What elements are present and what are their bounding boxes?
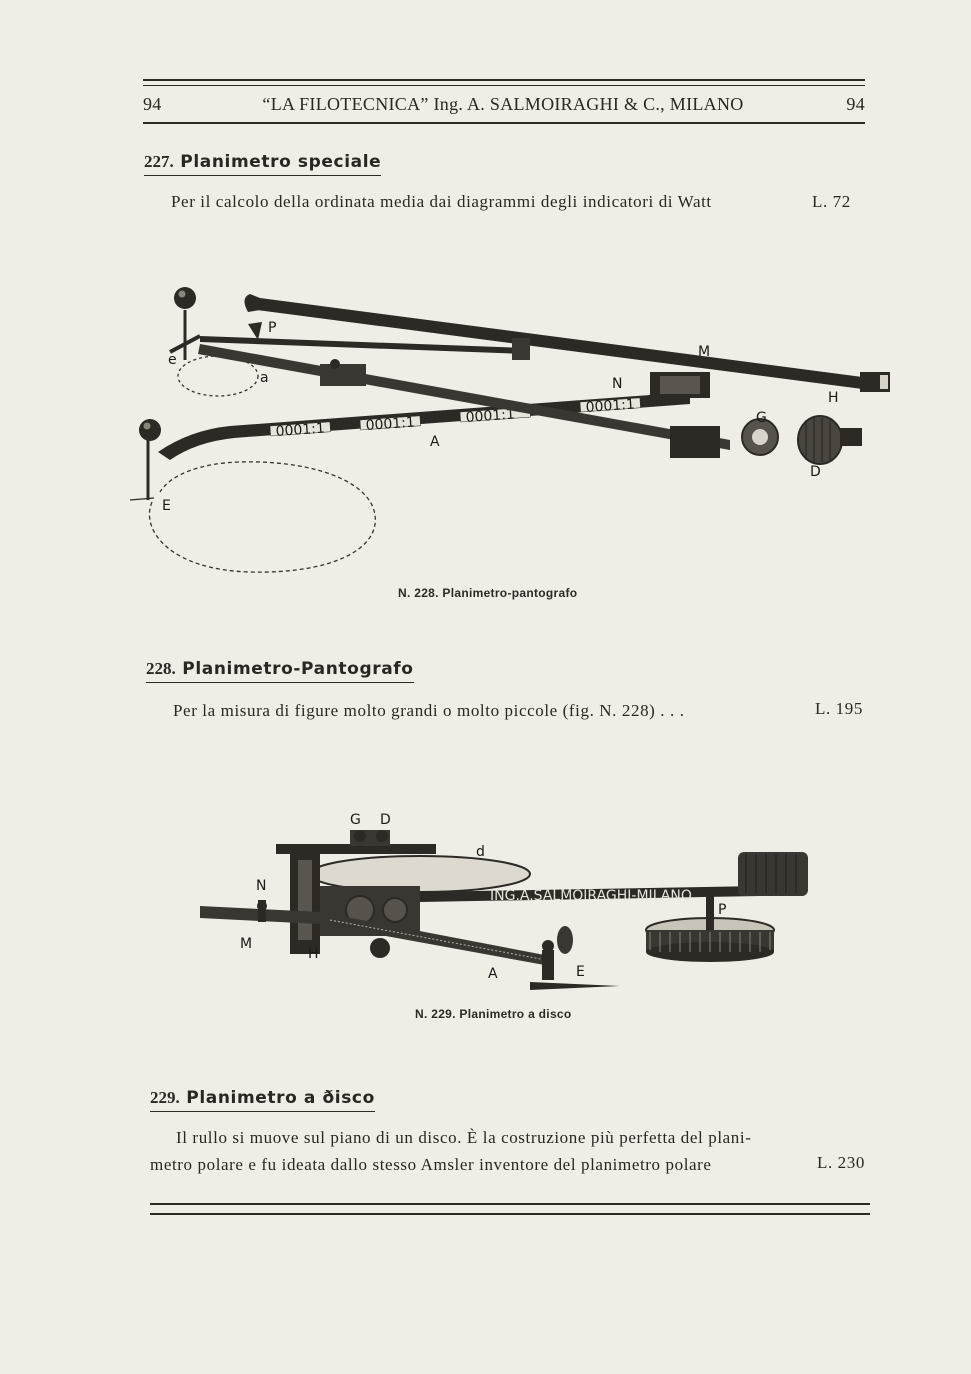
label-D: D bbox=[380, 812, 391, 828]
running-header bbox=[143, 94, 865, 120]
section-229-title bbox=[150, 1088, 375, 1112]
pole-knob bbox=[174, 287, 196, 309]
scale-text: 0001:1 bbox=[585, 396, 636, 416]
section-228-price: L. 195 bbox=[815, 699, 863, 718]
page-number-right: 94 bbox=[846, 94, 865, 114]
top-double-rule-1 bbox=[143, 79, 865, 81]
bottom-double-rule-2 bbox=[150, 1213, 870, 1215]
label-H: H bbox=[828, 390, 839, 406]
label-A: A bbox=[488, 966, 498, 982]
pole-arm bbox=[200, 336, 525, 354]
section-heading: Planimetro a ðisco bbox=[186, 1088, 375, 1108]
header-title: “LA FILOTECNICA” Ing. A. SALMOIRAGHI & C., MILANO bbox=[262, 94, 744, 114]
section-number: 228. bbox=[146, 659, 176, 678]
figure-228-pantograph-drawing bbox=[130, 280, 890, 580]
section-number: 229. bbox=[150, 1088, 180, 1107]
label-G: G bbox=[350, 812, 361, 828]
scale-text: 0001:1 bbox=[275, 420, 326, 440]
section-229-price: L. 230 bbox=[817, 1153, 865, 1172]
section-228-title bbox=[146, 659, 414, 683]
section-number: 227. bbox=[144, 152, 174, 171]
label-D: D bbox=[810, 464, 821, 480]
section-227-price: L. 72 bbox=[812, 192, 851, 211]
counterweight bbox=[738, 852, 808, 896]
section-heading: Planimetro-Pantografo bbox=[182, 659, 414, 679]
top-double-rule-2 bbox=[143, 85, 865, 86]
label-A: A bbox=[430, 434, 440, 450]
label-N: N bbox=[256, 878, 267, 894]
label-E: E bbox=[576, 964, 585, 980]
section-227-title bbox=[144, 152, 381, 176]
wheel-mount bbox=[670, 426, 720, 458]
traced-figure-large bbox=[149, 462, 375, 572]
label-P: P bbox=[268, 320, 277, 336]
drum-D bbox=[798, 416, 842, 464]
label-N: N bbox=[612, 376, 623, 392]
label-e: e bbox=[168, 352, 177, 368]
tracer-knob bbox=[139, 419, 161, 441]
section-heading: Planimetro speciale bbox=[180, 152, 382, 172]
label-H: H bbox=[308, 946, 319, 962]
figure-229-disc-planimeter-drawing bbox=[190, 800, 830, 1000]
section-228-text: Per la misura di figure molto grandi o molto piccole (fig. N. 228) . . . bbox=[173, 701, 685, 720]
figure-228-caption: N. 228. Planimetro-pantografo bbox=[398, 586, 578, 600]
page-number-left: 94 bbox=[143, 94, 162, 114]
label-M: M bbox=[240, 936, 253, 952]
bottom-double-rule-1 bbox=[150, 1203, 870, 1205]
label-G: G bbox=[756, 410, 767, 426]
header-underline bbox=[143, 122, 865, 124]
section-229-text-line-2: metro polare e fu ideata dallo stesso Amsler inventore del planimetro polare bbox=[150, 1155, 712, 1174]
scale-text: 0001:1 bbox=[465, 406, 516, 426]
section-229-text-line-1: Il rullo si muove sul piano di un disco. È la costruzione più perfetta del plani- bbox=[176, 1128, 752, 1147]
label-d: d bbox=[476, 844, 485, 860]
label-M: M bbox=[698, 344, 711, 360]
figure-229-caption: N. 229. Planimetro a disco bbox=[415, 1007, 572, 1021]
clamp bbox=[320, 364, 366, 386]
scale-text: 0001:1 bbox=[365, 414, 416, 434]
arm-engraving: ING.A.SALMOIRAGHI-MILANO bbox=[490, 888, 692, 904]
label-a: a bbox=[260, 370, 269, 386]
label-E: E bbox=[162, 498, 171, 514]
label-P: P bbox=[718, 902, 727, 918]
section-227-text: Per il calcolo della ordinata media dai diagrammi degli indicatori di Watt bbox=[171, 192, 712, 211]
